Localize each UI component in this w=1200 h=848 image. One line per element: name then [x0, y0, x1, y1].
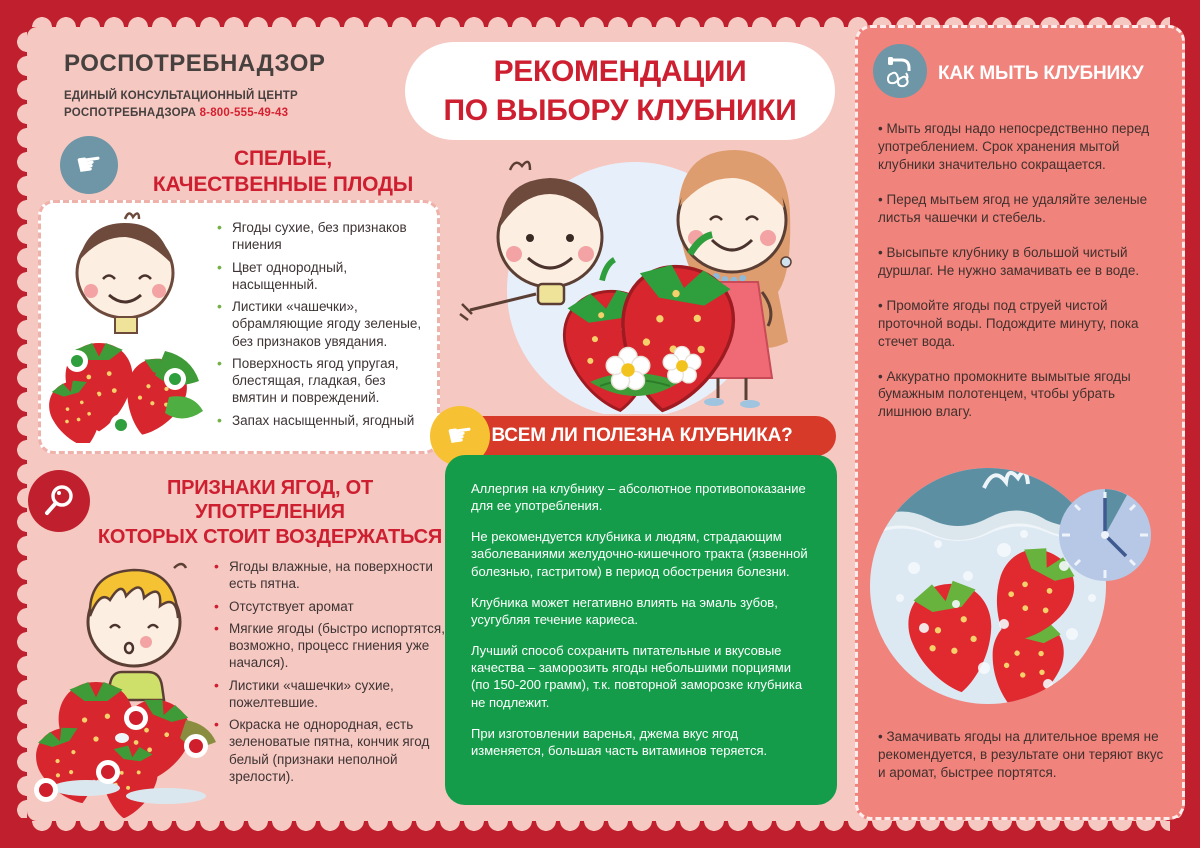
info-paragraph: Не рекомендуется клубника и людям, страдающим заболеваниями желудочно-кишечного тракта (язвенной болезнью, гастритом) в период обострения болезни.	[471, 529, 808, 579]
ripe-section-heading: СПЕЛЫЕ, КАЧЕСТВЕННЫЕ ПЛОДЫ	[152, 147, 414, 196]
list-item: • Аккуратно промокните вымытые ягоды бумажным полотенцем, чтобы убрать лишнюю влагу.	[878, 368, 1170, 422]
avoid-section-badge	[28, 470, 90, 532]
wash-final-note: • Замачивать ягоды на длительное время не рекомендуется, в результате они теряют вкус и аромат, быстрее портятся.	[878, 728, 1168, 782]
healthy-section-banner	[448, 416, 836, 456]
brand-block	[64, 50, 325, 121]
avoid-section-heading: ПРИЗНАКИ ЯГОД, ОТ УПОТРЕЛЕНИЯ КОТОРЫХ СТОИТ ВОЗДЕРЖАТЬСЯ	[97, 477, 443, 548]
clock-icon	[1059, 489, 1151, 581]
list-item: • Ягоды сухие, без признаков гниения	[217, 219, 425, 254]
wash-steps-list	[878, 120, 1170, 438]
main-title-line2: ПО ВЫБОРУ КЛУБНИКИ	[443, 94, 797, 127]
list-item: • Окраска не однородная, есть зеленоватые пятна, кончик ягод белый (признаки неполной зрелости).	[214, 716, 452, 785]
list-item: • Мыть ягоды надо непосредственно перед употреблением. Срок хранения мытой клубники значительно сокращается.	[878, 120, 1170, 174]
ripe-section-badge	[60, 136, 118, 194]
info-paragraph: При изготовлении варенья, джема вкус ягод изменяется, большая часть витаминов теряется.	[471, 725, 768, 758]
list-item: • Листики «чашечки», обрамляющие ягоду зеленые, без признаков увядания.	[217, 298, 425, 350]
magnifier-icon	[42, 484, 76, 518]
brand-phone: 8-800-555-49-43	[199, 106, 289, 119]
pointing-hand-icon: ☛	[444, 417, 476, 454]
mother-and-child-with-strawberries-illustration	[440, 142, 840, 414]
avoid-criteria-list	[214, 558, 452, 790]
list-item: • Ягоды влажные, на поверхности есть пятна.	[214, 558, 452, 593]
list-item: • Поверхность ягод упругая, блестящая, гладкая, без вмятин и повреждений.	[217, 355, 425, 407]
list-item: • Высыпьте клубнику в большой чистый дуршлаг. Не нужно замачивать ее в воде.	[878, 244, 1170, 280]
list-item: • Промойте ягоды под струей чистой проточной воды. Подождите минуту, пока стечет вода.	[878, 297, 1170, 351]
scalloped-edge-bottom	[30, 821, 1170, 833]
healthy-info-box	[445, 455, 837, 805]
wash-section-heading: КАК МЫТЬ КЛУБНИКУ	[938, 63, 1144, 84]
pointing-hand-icon: ☛	[73, 146, 105, 183]
list-item: • Отсутствует аромат	[214, 598, 452, 615]
brand-subtitle-line2: РОСПОТРЕБНАДЗОРА	[64, 106, 197, 119]
main-title-line1: РЕКОМЕНДАЦИИ	[493, 55, 747, 88]
brand-subtitle-line1: ЕДИНЫЙ КОНСУЛЬТАЦИОННЫЙ ЦЕНТР	[64, 90, 298, 102]
list-item: • Цвет однородный, насыщенный.	[217, 259, 425, 294]
ripe-criteria-list	[217, 219, 425, 434]
list-item: • Листики «чашечки» сухие, пожелтевшие.	[214, 677, 452, 712]
strawberries-in-water-illustration	[864, 458, 1176, 716]
list-item: • Запах насыщенный, ягодный	[217, 412, 425, 429]
list-item: • Перед мытьем ягод не удаляйте зеленые листья чашечки и стебель.	[878, 191, 1170, 227]
ripe-card	[38, 200, 440, 454]
info-paragraph: Лучший способ сохранить питательные и вкусовые качества – заморозить ягоды небольшими порциями (по 150-200 грамм), т.к. повторной заморозке клубника не подлежит.	[471, 643, 803, 710]
main-title	[405, 42, 835, 140]
list-item: • Мягкие ягоды (быстро испортятся, возможно, процесс гниения уже начался).	[214, 620, 452, 672]
sad-boy-with-spoiled-strawberries-illustration	[26, 550, 226, 818]
info-paragraph: Аллергия на клубнику – абсолютное противопоказание для ее употребления.	[471, 481, 806, 514]
info-paragraph: Клубника может негативно влиять на эмаль зубов, усугубляя течение кариеса.	[471, 594, 778, 627]
wash-panel	[855, 25, 1185, 820]
happy-baby-with-strawberries-illustration	[47, 211, 209, 443]
healthy-section-heading: ВСЕМ ЛИ ПОЛЕЗНА КЛУБНИКА?	[491, 425, 793, 446]
wash-section-badge	[873, 44, 927, 98]
washing-strawberries-icon	[883, 54, 917, 88]
brand-name: РОСПОТРЕБНАДЗОР	[64, 50, 326, 77]
